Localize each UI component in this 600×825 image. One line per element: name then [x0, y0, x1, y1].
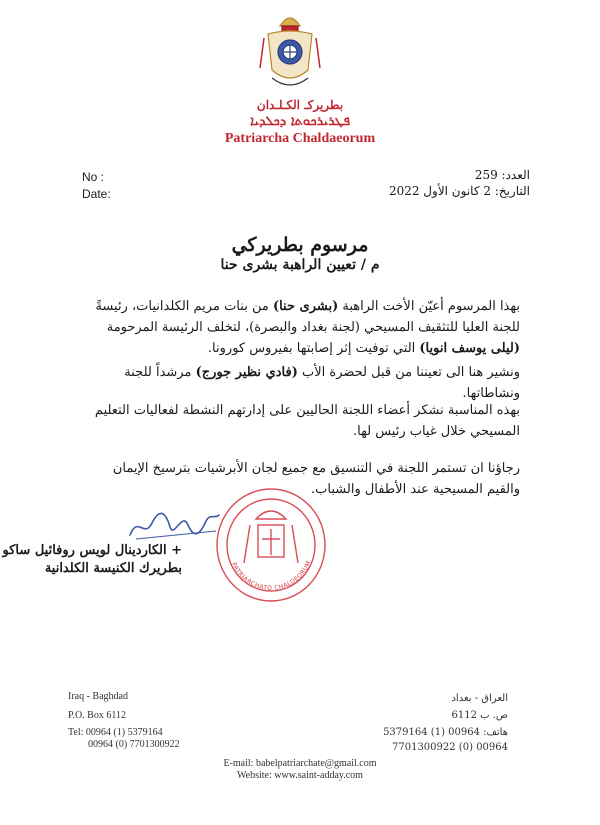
- signer-role: بطريرك الكنيسة الكلدانية: [44, 561, 182, 576]
- svg-text:PATRIARCHATO CHALDEORUM: [230, 560, 312, 592]
- footer-tel2-ar: 00964 (0) 7701300922: [392, 742, 508, 753]
- footer-pobox-ar: ص. ب 6112: [451, 710, 508, 721]
- date-ar: التاريخ: 2 كانون الأول 2022: [388, 184, 530, 198]
- header-org-latin: Patriarcha Chaldaeorum: [224, 131, 376, 146]
- header-org-syriac: ܦܛܪܝܪܟܘܬܐ ܕܟܠܕܝܐ: [250, 114, 350, 129]
- seal-text: PATRIARCHATO CHALDEORUM: [230, 559, 313, 592]
- paragraph-appointment: [80, 296, 520, 359]
- patriarchal-crest-icon: [258, 8, 322, 96]
- footer-tel2-en: 00964 (0) 7701300922: [88, 739, 180, 750]
- date-label-en: Date:: [82, 187, 111, 201]
- paragraph-advisor: [80, 362, 520, 404]
- footer-tel-ar: هاتف: 00964 (1) 5379164: [383, 727, 508, 738]
- footer-tel-en: Tel: 00964 (1) 5379164: [68, 727, 163, 738]
- footer-pobox-en: P.O. Box 6112: [68, 710, 126, 721]
- document-subject: م / تعيين الراهبة بشرى حنا: [220, 257, 380, 273]
- p2-name-advisor: (فادي نظير جورج): [195, 365, 298, 380]
- p1-text-a: بهذا المرسوم أعيّن الأخت الراهبة: [338, 299, 520, 314]
- p1-text-e: التي توفيت إثر إصابتها بفيروس كورونا.: [207, 341, 420, 356]
- footer-email: E-mail: babelpatriarchate@gmail.com: [223, 758, 377, 769]
- signer-name: + الكاردينال لويس روفائيل ساكو: [2, 543, 182, 558]
- handwritten-signature: [126, 505, 222, 545]
- header-org-arabic: بطريركـ الكـلـدان: [256, 98, 344, 112]
- patriarchate-seal-stamp: [212, 485, 330, 605]
- p1-text-c: من بنات مريم الكلدانيات، رئيسةً للجنة العليا للتثقيف المسيحي (لجنة بغداد والبصرة)، لتخلف الرئيسة المرحومة: [95, 299, 520, 335]
- number-label-en: No :: [82, 170, 105, 184]
- p2-text-a: ونشير هنا الى تعيننا من قبل لحضرة الأب: [297, 365, 520, 380]
- p2-text-c: مرشداً للجنة ونشاطاتها.: [124, 365, 520, 401]
- p1-name-deceased: (ليلى يوسف انويا): [419, 341, 520, 356]
- number-ar: العدد: 259: [474, 168, 530, 182]
- p1-name-appointee: (بشرى حنا): [272, 299, 339, 314]
- footer-website: Website: www.saint-adday.com: [237, 770, 363, 781]
- document-title: مرسوم بطريركي: [231, 234, 369, 256]
- paragraph-hope: رجاؤنا ان تستمر اللجنة في التنسيق مع جميع لجان الأبرشيات بترسيخ الإيمان والقيم المسيحية عند الأطفال والشباب.: [112, 461, 520, 497]
- footer-city-ar: العراق - بغداد: [451, 693, 508, 704]
- footer-city-en: Iraq - Baghdad: [68, 691, 128, 702]
- paragraph-thanks: بهذه المناسبة نشكر أعضاء اللجنة الحاليين على إدارتهم النشطة لفعاليات التعليم المسيحي خلال غياب رئيس لها.: [94, 403, 520, 439]
